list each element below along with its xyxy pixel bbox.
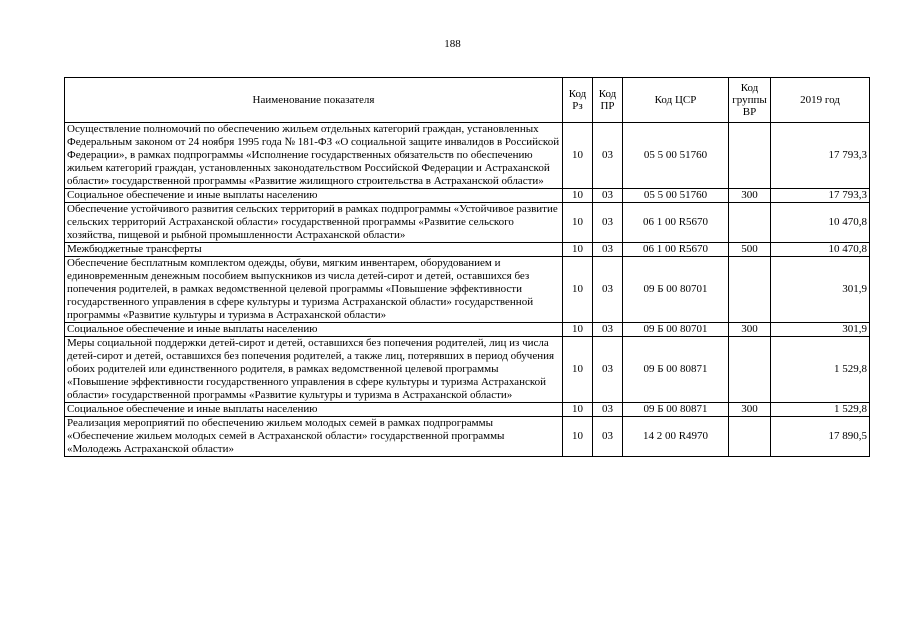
table-header-row [65, 78, 870, 123]
row-vr: 300 [729, 323, 771, 337]
row-amount: 301,9 [771, 257, 870, 323]
row-name: Межбюджетные трансферты [65, 243, 563, 257]
row-pr: 03 [593, 189, 623, 203]
row-amount: 301,9 [771, 323, 870, 337]
table-row [65, 417, 870, 457]
row-amount: 10 470,8 [771, 203, 870, 243]
header-vr: Код группы ВР [729, 78, 771, 123]
row-pr: 03 [593, 243, 623, 257]
page-number: 188 [444, 38, 461, 50]
row-name: Реализация мероприятий по обеспечению жильем молодых семей в рамках подпрограммы «Обеспечение жильем молодых семей в Астраханской области» государственной программы «Молодежь Астраханской области» [65, 417, 563, 457]
row-pr: 03 [593, 323, 623, 337]
row-csr: 09 Б 00 80701 [623, 257, 729, 323]
row-name: Социальное обеспечение и иные выплаты населению [65, 189, 563, 203]
row-pr: 03 [593, 337, 623, 403]
row-pr: 03 [593, 257, 623, 323]
row-vr [729, 337, 771, 403]
header-name: Наименование показателя [65, 78, 563, 123]
row-vr [729, 257, 771, 323]
table-row [65, 257, 870, 323]
row-pr: 03 [593, 123, 623, 189]
row-name: Меры социальной поддержки детей-сирот и детей, оставшихся без попечения родителей, лиц из числа детей-сирот и детей, оставшихся без попечения родителей, а также лиц, потерявших в период обучения обоих родителей или единственного родителя, в рамках ведомственной целевой программы «Повышение эффективности государственного управления в сфере культуры и туризма Астраханской области» государственной программы «Развитие культуры и туризма в Астраханской области» [65, 337, 563, 403]
row-name: Обеспечение устойчивого развития сельских территорий в рамках подпрограммы «Устойчивое развитие сельских территорий Астраханской области» государственной программы «Развитие сельского хозяйства, пищевой и рыбной промышленности Астраханской области» [65, 203, 563, 243]
row-name: Социальное обеспечение и иные выплаты населению [65, 323, 563, 337]
header-year: 2019 год [771, 78, 870, 123]
row-name: Осуществление полномочий по обеспечению жильем отдельных категорий граждан, установленных Федеральным законом от 24 ноября 1995 года № 181-ФЗ «О социальной защите инвалидов в Российской Федерации», в рамках подпрограммы «Исполнение государственных обязательств по обеспечению жильем категорий граждан, установленных законодательством Российской Федерации и Астраханской области» государственной программы «Развитие жилищного строительства в Астраханской области» [65, 123, 563, 189]
row-csr: 05 5 00 51760 [623, 189, 729, 203]
table-row [65, 243, 870, 257]
row-vr [729, 123, 771, 189]
row-amount: 17 793,3 [771, 189, 870, 203]
row-csr: 09 Б 00 80871 [623, 403, 729, 417]
row-rz: 10 [563, 417, 593, 457]
row-csr: 14 2 00 R4970 [623, 417, 729, 457]
row-vr: 300 [729, 403, 771, 417]
header-csr: Код ЦСР [623, 78, 729, 123]
row-rz: 10 [563, 243, 593, 257]
table-row [65, 203, 870, 243]
table-row [65, 323, 870, 337]
row-pr: 03 [593, 203, 623, 243]
header-rz: Код Рз [563, 78, 593, 123]
budget-table [64, 77, 870, 457]
row-csr: 06 1 00 R5670 [623, 243, 729, 257]
row-amount: 17 793,3 [771, 123, 870, 189]
row-csr: 06 1 00 R5670 [623, 203, 729, 243]
row-vr [729, 203, 771, 243]
table-row [65, 189, 870, 203]
row-pr: 03 [593, 403, 623, 417]
row-amount: 1 529,8 [771, 337, 870, 403]
table-row [65, 337, 870, 403]
header-pr: Код ПР [593, 78, 623, 123]
row-amount: 1 529,8 [771, 403, 870, 417]
row-amount: 10 470,8 [771, 243, 870, 257]
table-row [65, 123, 870, 189]
row-rz: 10 [563, 257, 593, 323]
row-rz: 10 [563, 337, 593, 403]
row-csr: 05 5 00 51760 [623, 123, 729, 189]
row-rz: 10 [563, 189, 593, 203]
row-amount: 17 890,5 [771, 417, 870, 457]
row-pr: 03 [593, 417, 623, 457]
row-csr: 09 Б 00 80871 [623, 337, 729, 403]
row-rz: 10 [563, 403, 593, 417]
row-vr: 300 [729, 189, 771, 203]
row-rz: 10 [563, 203, 593, 243]
row-rz: 10 [563, 323, 593, 337]
row-csr: 09 Б 00 80701 [623, 323, 729, 337]
row-name: Социальное обеспечение и иные выплаты населению [65, 403, 563, 417]
row-name: Обеспечение бесплатным комплектом одежды, обуви, мягким инвентарем, оборудованием и единовременным денежным пособием выпускников из числа детей-сирот и детей, оставшихся без попечения родителей, в рамках ведомственной целевой программы «Повышение эффективности государственного управления в сфере культуры и туризма Астраханской области» государственной программы «Развитие культуры и туризма в Астраханской области» [65, 257, 563, 323]
row-vr: 500 [729, 243, 771, 257]
table-row [65, 403, 870, 417]
row-rz: 10 [563, 123, 593, 189]
row-vr [729, 417, 771, 457]
